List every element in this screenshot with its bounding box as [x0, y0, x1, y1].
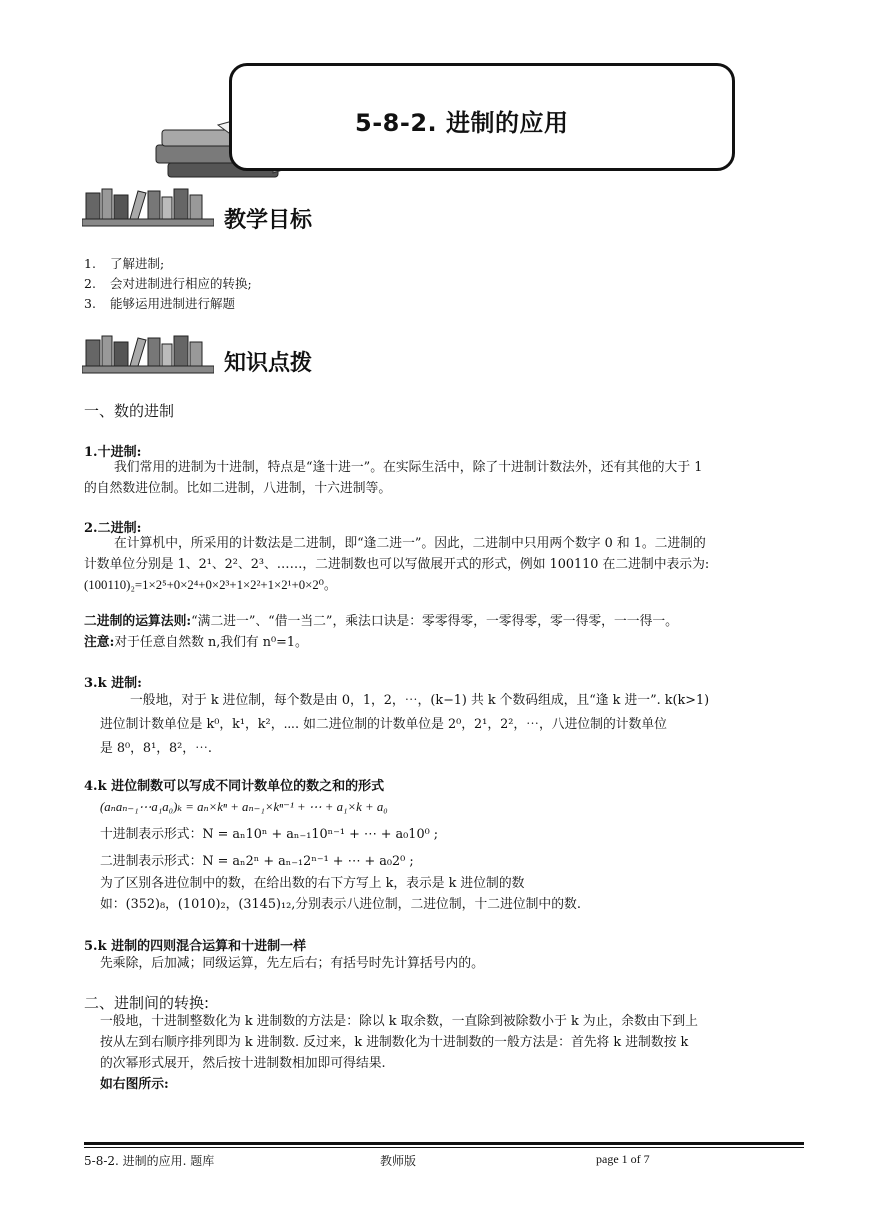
paragraph-line: 二进制表示形式：N = aₙ2ⁿ + aₙ₋₁2ⁿ⁻¹ + ⋯ + a₀2⁰ ;: [100, 854, 414, 869]
subsection-title: 2.二进制:: [84, 521, 142, 536]
paragraph-line: 的次幂形式展开，然后按十进制数相加即可得结果.: [100, 1056, 386, 1071]
subsection-title: 3.k 进制:: [84, 676, 142, 691]
list-item: 3. 能够运用进制进行解题: [84, 296, 236, 311]
list-item: 1. 了解进制;: [84, 256, 165, 271]
footer-page-number: page 1 of 7: [596, 1152, 650, 1166]
paragraph-line: 如：(352)₈，(1010)₂，(3145)₁₂,分别表示八进位制，二进位制，十二进位制中的数.: [100, 897, 581, 912]
paragraph-line: 是 8⁰，8¹，8²，⋯.: [100, 741, 212, 756]
note-line: 注意:对于任意自然数 n,我们有 n⁰=1。: [84, 635, 308, 650]
rule-line: 二进制的运算法则:“满二进一”、“借一当二”，乘法口诀是：零零得零，一零得零，零一得零，一一得一。: [84, 614, 678, 629]
part-heading: 二、进制间的转换:: [84, 994, 210, 1012]
paragraph-line: 的自然数进位制。比如二进制，八进制，十六进制等。: [84, 481, 392, 496]
paragraph-line: 进位制计数单位是 k⁰，k¹，k²，⋯. 如二进位制的计数单位是 2⁰，2¹，2²，⋯，八进位制的计数单位: [100, 717, 667, 732]
formula: (aₙaₙ₋₁⋯a₁a₀)ₖ = aₙ×kⁿ + aₙ₋₁×kⁿ⁻¹ + ⋯ + a₁×k + a₀: [100, 800, 388, 814]
footer-rule: [84, 1147, 804, 1148]
footer-rule: [84, 1142, 804, 1145]
footer-left: 5-8-2. 进制的应用. 题库: [84, 1154, 215, 1168]
subsection-title: 5.k 进制的四则混合运算和十进制一样: [84, 939, 307, 954]
bookshelf-icon: [82, 185, 214, 227]
paragraph-line: 一般地，对于 k 进位制，每个数是由 0，1，2，⋯，(k−1) 共 k 个数码组成，且“逢 k 进一”. k(k>1): [130, 693, 710, 708]
paragraph-line: (100110)₂=1×2⁵+0×2⁴+0×2³+1×2²+1×2¹+0×2⁰。: [84, 578, 337, 592]
page-title: 5-8-2. 进制的应用: [355, 109, 569, 137]
paragraph-line: 先乘除，后加减；同级运算，先左后右；有括号时先计算括号内的。: [100, 956, 484, 971]
paragraph-line: 计数单位分别是 1、2¹、2²、2³、……，二进制数也可以写做展开式的形式，例如 100110 在二进制中表示为:: [84, 557, 710, 572]
bookshelf-icon: [82, 332, 214, 374]
section-heading-goals: 教学目标: [224, 208, 313, 233]
subsection-title: 4.k 进位制数可以写成不同计数单位的数之和的形式: [84, 779, 385, 794]
paragraph-line: 我们常用的进制为十进制，特点是“逢十进一”。在实际生活中，除了十进制计数法外，还有其他的大于 1: [114, 460, 703, 475]
paragraph-line: 按从左到右顺序排列即为 k 进制数. 反过来，k 进制数化为十进制数的一般方法是：首先将 k 进制数按 k: [100, 1035, 689, 1050]
paragraph-line: 十进制表示形式：N = aₙ10ⁿ + aₙ₋₁10ⁿ⁻¹ + ⋯ + a₀10⁰ ;: [100, 827, 439, 842]
paragraph-line: 在计算机中，所采用的计数法是二进制，即“逢二进一”。因此，二进制中只用两个数字 0 和 1。二进制的: [114, 536, 706, 551]
section-heading-knowledge: 知识点拨: [224, 351, 313, 376]
subsection-title: 1.十进制:: [84, 445, 142, 460]
paragraph-line: 一般地，十进制整数化为 k 进制数的方法是：除以 k 取余数，一直除到被除数小于 k 为止，余数由下到上: [100, 1014, 698, 1029]
list-item: 2. 会对进制进行相应的转换;: [84, 276, 252, 291]
part-heading: 一、数的进制: [84, 402, 175, 420]
paragraph-line: 为了区别各进位制中的数，在给出数的右下方写上 k，表示是 k 进位制的数: [100, 876, 525, 891]
footer-center: 教师版: [380, 1154, 417, 1168]
paragraph-line: 如右图所示:: [100, 1077, 169, 1092]
